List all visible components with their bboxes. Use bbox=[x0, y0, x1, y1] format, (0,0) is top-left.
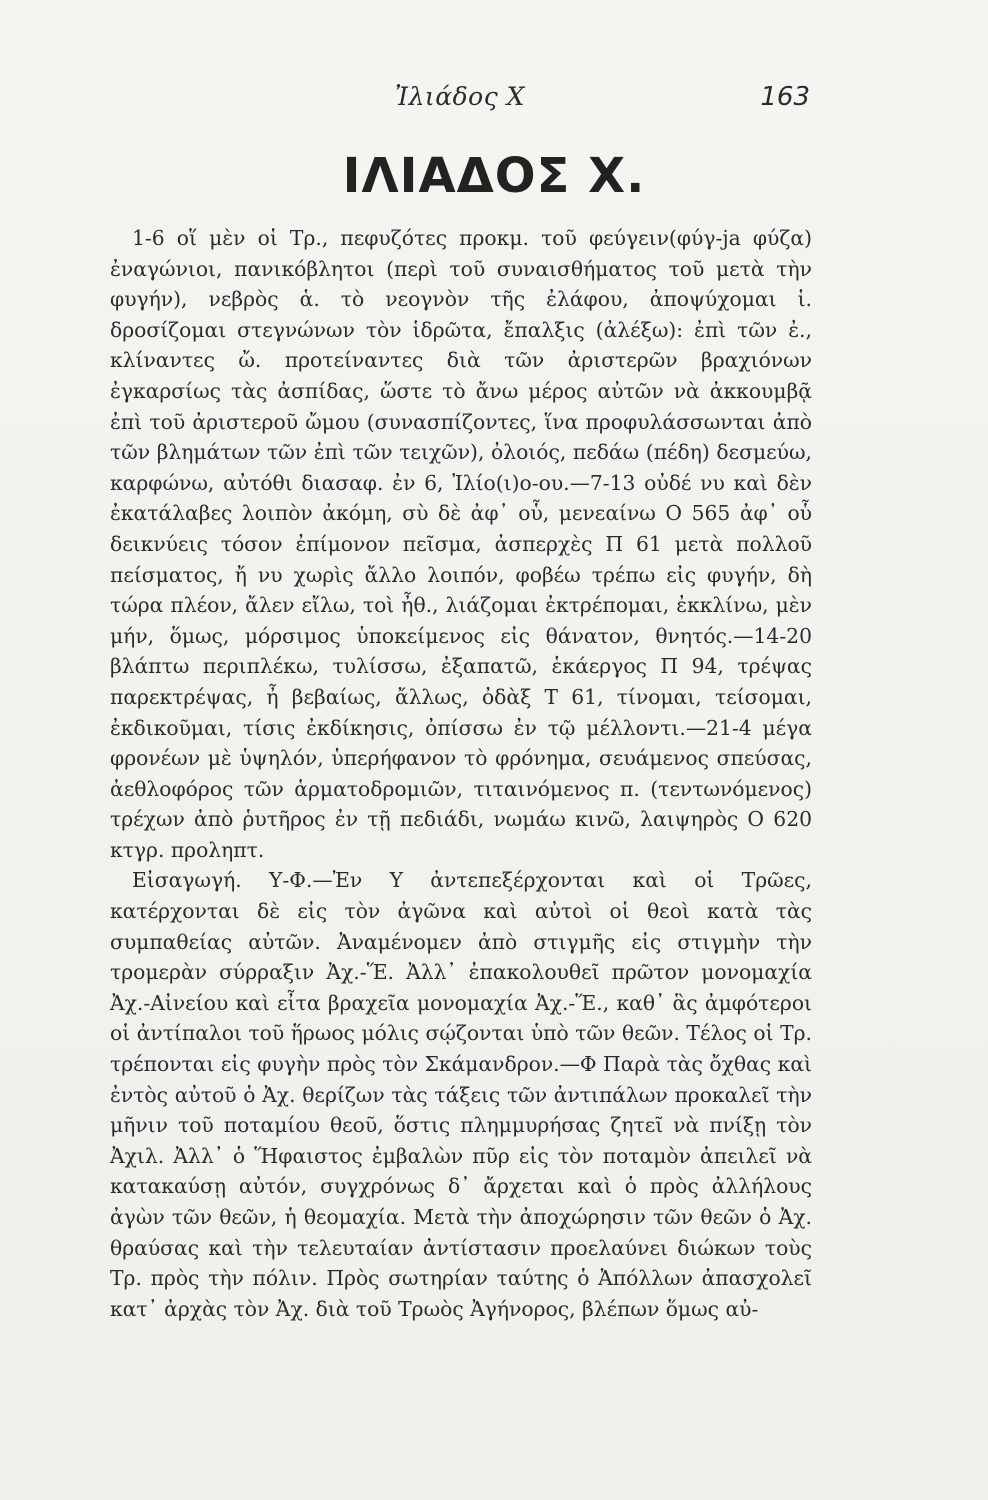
body-text bbox=[110, 223, 812, 1324]
page-number: 163 bbox=[760, 82, 810, 112]
running-title: Ἰλιάδος Χ bbox=[395, 82, 525, 111]
commentary-paragraph: 1-6 οἵ μὲν οἱ Τρ., πεφυζότες προκμ. τοῦ φεύγειν(φύγ-ja φύζα) ἐναγώνιοι, πανικόβλητοι (περὶ τοῦ συναισθήματος τοῦ μετὰ τὴν φυγήν), νεβρὸς ἁ. τὸ νεογνὸν τῆς ἐλάφου, ἀποψύχομαι ἱ. δροσίζομαι στεγνώνων τὸν ἱδρῶτα, ἔπαλξις (ἀλέξω): ἐπὶ τῶν ἐ., κλίναντες ὤ. προτείναντες διὰ τῶν ἀριστερῶν βραχιόνων ἐγκαρσίως τὰς ἀσπίδας, ὥστε τὸ ἄνω μέρος αὐτῶν νὰ ἀκκουμβᾷ ἐπὶ τοῦ ἀριστεροῦ ὤμου (συνασπίζοντες, ἵνα προφυλάσσωνται ἀπὸ τῶν βλημάτων τῶν ἐπὶ τῶν τειχῶν), ὀλοιός, πεδάω (πέδη) δεσμεύω, καρφώνω, αὐτόθι διασαφ. ἐν 6, Ἰλίο(ι)ο-ου.—7-13 οὐδέ νυ καὶ δὲν ἐκατάλαβες λοιπὸν ἀκόμη, σὺ δὲ ἀφ᾽ οὗ, μενεαίνω Ο 565 ἀφ᾽ οὗ δεικνύεις τόσον ἐπίμονον πεῖσμα, ἀσπερχὲς Π 61 μετὰ πολλοῦ πείσματος, ἤ νυ χωρὶς ἄλλο λοιπόν, φοβέω τρέπω εἰς φυγήν, δὴ τώρα πλέον, ἄλεν εἴλω, τοὶ ἦθ., λιάζομαι ἐκτρέπομαι, ἐκκλίνω, μὲν μήν, ὅμως, μόρσιμος ὑποκείμενος εἰς θάνατον, θνητός.—14-20 βλάπτω περιπλέκω, τυλίσσω, ἐξαπατῶ, ἑκάεργος Π 94, τρέψας παρεκτρέψας, ἦ βεβαίως, ἄλλως, ὀδὰξ Τ 61, τίνομαι, τείσομαι, ἐκδικοῦμαι, τίσις ἐκδίκησις, ὀπίσσω ἐν τῷ μέλλοντι.—21-4 μέγα φρονέων μὲ ὑψηλόν, ὑπερήφανον τὸ φρόνημα, σευάμενος σπεύσας, ἀεθλοφόρος τῶν ἁρματοδρομιῶν, τιταινόμενος π. (τεντωνόμενος) τρέχων ἀπὸ ῥυτῆρος ἐν τῇ πεδιάδι, νωμάω κινῶ, λαιψηρὸς Ο 620 κτγρ. προληπτ. bbox=[110, 226, 812, 862]
chapter-title: ΙΛΙΑΔΟΣ Χ. bbox=[342, 148, 646, 204]
running-head bbox=[110, 82, 810, 122]
introduction-paragraph: Εἰσαγωγή. Υ-Φ.—Ἐν Υ ἀντεπεξέρχονται καὶ οἱ Τρῶες, κατέρχονται δὲ εἰς τὸν ἀγῶνα καὶ αὐτοὶ οἱ θεοὶ κατὰ τὰς συμπαθείας αὐτῶν. Ἀναμένομεν ἀπὸ στιγμῆς εἰς στιγμὴν τὴν τρομερὰν σύρραξιν Ἀχ.-Ἕ. Ἀλλ᾽ ἐπακολουθεῖ πρῶτον μονομαχία Ἀχ.-Αἰνείου καὶ εἶτα βραχεῖα μονομαχία Ἀχ.-Ἕ., καθ᾽ ἃς ἀμφότεροι οἱ ἀντίπαλοι τοῦ ἥρωος μόλις σῴζονται ὑπὸ τῶν θεῶν. Τέλος οἱ Τρ. τρέπονται εἰς φυγὴν πρὸς τὸν Σκάμανδρον.—Φ Παρὰ τὰς ὄχθας καὶ ἐντὸς αὐτοῦ ὁ Ἀχ. θερίζων τὰς τάξεις τῶν ἀντιπάλων προκαλεῖ τὴν μῆνιν τοῦ ποταμίου θεοῦ, ὅστις πλημμυρήσας ζητεῖ νὰ πνίξῃ τὸν Ἀχιλ. Ἀλλ᾽ ὁ Ἥφαιστος ἐμβαλὼν πῦρ εἰς τὸν ποταμὸν ἀπειλεῖ νὰ κατακαύσῃ αὐτόν, συγχρόνως δ᾽ ἄρχεται καὶ ὁ πρὸς ἀλλήλους ἀγὼν τῶν θεῶν, ἡ θεομαχία. Μετὰ τὴν ἀποχώρησιν τῶν θεῶν ὁ Ἀχ. θραύσας καὶ τὴν τελευταίαν ἀντίστασιν προελαύνει διώκων τοὺς Τρ. πρὸς τὴν πόλιν. Πρὸς σωτηρίαν ταύτης ὁ Ἀπόλλων ἀπασχολεῖ κατ᾽ ἀρχὰς τὸν Ἀχ. διὰ τοῦ Τρωὸς Ἀγήνορος, βλέπων ὅμως αὐ- bbox=[110, 868, 812, 1321]
